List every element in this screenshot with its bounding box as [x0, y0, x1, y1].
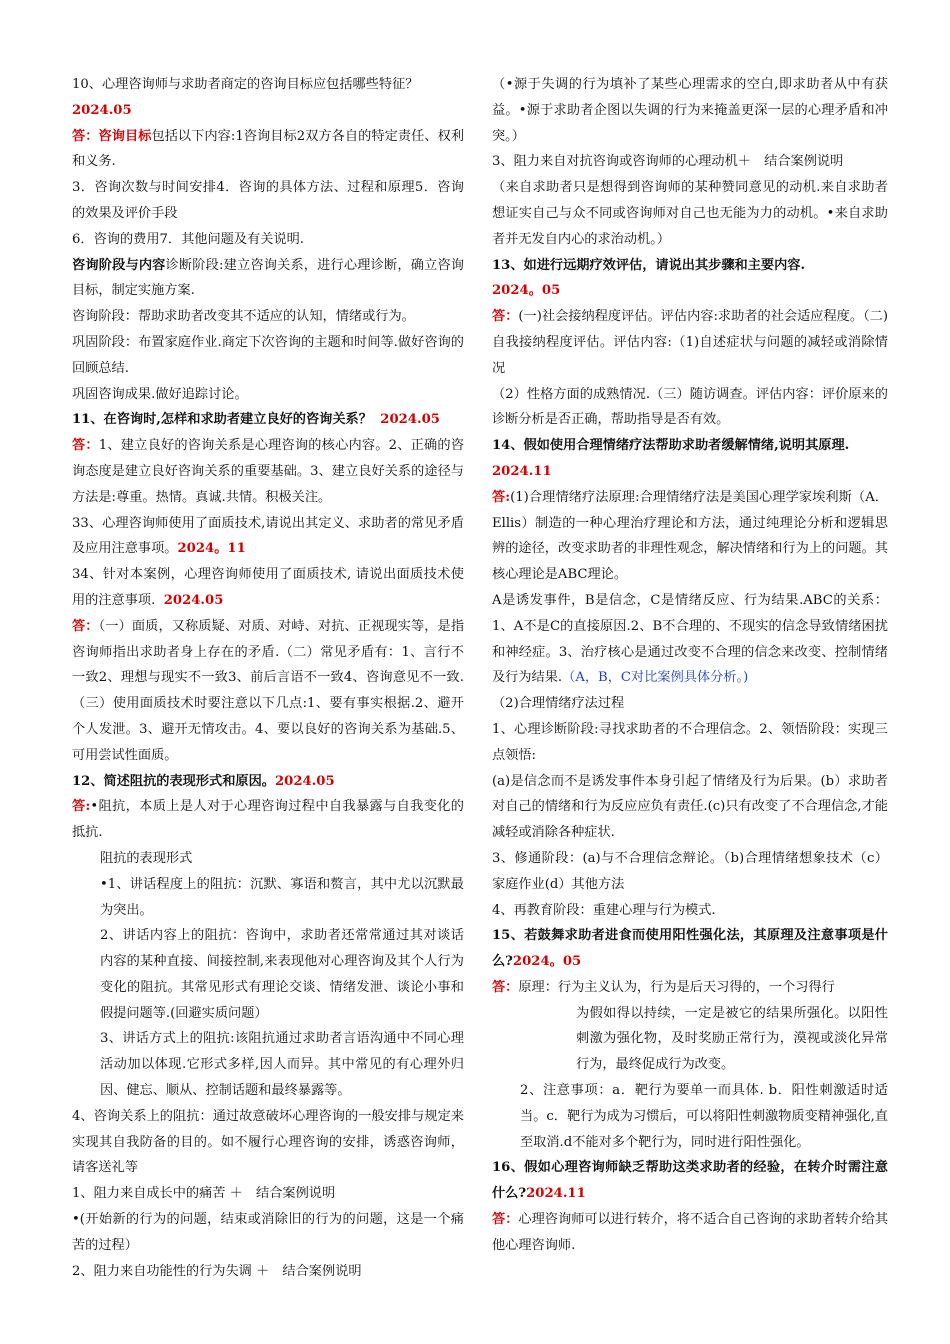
resistance-cause-3: 3、阻力来自对抗咨询或咨询师的心理动机＋ 结合案例说明 — [492, 154, 844, 170]
answer-16: 答：心理咨询师可以进行转介，将不适合自己咨询的求助者转介给其他心理咨询师. — [492, 1212, 889, 1253]
right-column — [492, 72, 888, 1259]
resistance-cause-3-note: （来自求助者只是想得到咨询师的某种赞同意见的动机.来自求助者想证实自己与众不同或咨询师对自己也无能为力的动机。•来自求助者并无发自内心的求治动机。） — [492, 180, 888, 247]
answer-14: 答:(1)合理情绪疗法原理:合理情绪疗法是美国心理学家埃利斯（A．Ellis）制造的一种心理治疗理论和方法，通过纯理论分析和逻辑思辨的途径，改变求助者的非理性观念，解决情绪和行为上的问题。其核心理论是ABC理论。 — [492, 489, 888, 583]
resistance-item-2: 2、讲话内容上的阻抗：咨询中，求助者还常常通过其对谈话内容的某种直接、间接控制,来表现他对心理咨询及其个人行为变化的阻抗。其常见形式有理论交谈、情绪发泄、谈论小事和假提问题等.(回避实质问题） — [100, 928, 464, 1021]
resistance-item-1: •1、讲话程度上的阻抗：沉默、寡语和赘言，其中尤以沉默最为突出。 — [100, 876, 464, 918]
answer-15: 答：原理：行为主义认为，行为是后天习得的，一个习得行 — [492, 979, 835, 995]
answer-34: 答：（一）面质，又称质疑、对质、对峙、对抗、正视现实等，是指咨询师指出求助者身上存在的矛盾.（二）常见矛盾有：1、言行不一致2、理想与现实不一致3、前后言语不一致4、咨询意见不一致.（三）使用面质技术时要注意以下几点:1、要有事实根据.2、避开个人发泄。3、避开无情攻击。4、要以良好的咨询关系为基础.5、可用尝试性面质。 — [72, 618, 465, 763]
answer-11: 答：1、建立良好的咨询关系是心理咨询的核心内容。2、正确的咨询态度是建立良好咨询关系的重要基础。3、建立良好关系的途径与方法是:尊重。热情。真诚.共情。积极关注。 — [72, 438, 465, 505]
question-13-date: 2024。05 — [492, 283, 561, 299]
resistance-cause-2: 2、阻力来自功能性的行为失调 ＋ 结合案例说明 — [72, 1263, 362, 1279]
question-16: 16、假如心理咨询师缺乏帮助这类求助者的经验，在转介时需注意什么?2024.11 — [492, 1160, 888, 1202]
resistance-cause-1-note: •(开始新的行为的问题，结束或消除旧的行为的问题，这是一个痛苦的过程） — [72, 1212, 464, 1253]
answer-10: 答：咨询目标包括以下内容:1咨询目标2双方各自的特定责任、权利和义务. — [72, 128, 465, 170]
answer-14-process-title: （2)合理情绪疗法过程 — [492, 696, 625, 712]
question-13: 13、如进行远期疗效评估，请说出其步骤和主要内容. — [492, 257, 806, 273]
answer-14-process-1: 1、心理诊断阶段:寻找求助者的不合理信念。2、领悟阶段：实现三点领悟: — [492, 721, 888, 763]
answer-14-process-4: 4、再教育阶段：重建心理与行为模式. — [492, 902, 716, 918]
consult-stage-3: 巩固阶段：布置家庭作业.商定下次咨询的主题和时间等.做好咨询的回顾总结. — [72, 334, 464, 376]
question-10-date: 2024.05 — [72, 102, 132, 118]
consult-stage-2: 咨询阶段：帮助求助者改变其不适应的认知，情绪或行为。 — [72, 309, 415, 325]
resistance-item-4: 4、咨询关系上的阻抗：通过故意破坏心理咨询的一般安排与规定来实现其自我防备的目的。如不履行心理咨询的安排，诱惑咨询师，请客送礼等 — [72, 1108, 464, 1176]
answer-12: 答:•阻抗，本质上是人对于心理咨询过程中自我暴露与自我变化的抵抗. — [72, 799, 464, 841]
consult-stage-4: 巩固咨询成果.做好追踪讨论。 — [72, 386, 248, 402]
answer-14-abc: A是诱发事件，B是信念，C是情绪反应、行为结果.ABC的关系：1、A不是C的直接原因.2、B不合理的、不现实的信念导致情绪困扰和神经症。3、治疗核心是通过改变不合理的信念来改变、控制情绪及行为结果.（A，B，C对比案例具体分析。) — [492, 592, 888, 686]
question-14: 14、假如使用合理情绪疗法帮助求助者缓解情绪,说明其原理. — [492, 438, 850, 454]
answer-13-part2: （2）性格方面的成熟情况.（三）随访调查。评估内容：评价原来的诊断分析是否正确，帮助指导是否有效。 — [492, 386, 888, 428]
question-12: 12、简述阻抗的表现形式和原因。2024.05 — [72, 773, 335, 789]
resistance-title: 阻抗的表现形式 — [100, 850, 193, 866]
answer-14-process-3: 3、修通阶段：(a)与不合理信念辩论。（b)合理情绪想象技术（c）家庭作业(d）其他方法 — [492, 850, 888, 892]
answer-14-process-2: (a)是信念而不是诱发事件本身引起了情绪及行为后果。(b）求助者对自己的情绪和行为反应应负有责任.(c)只有改变了不合理信念,才能减轻或消除各种症状. — [492, 773, 888, 841]
answer-15-part2: 为假如得以持续，一定是被它的结果所强化。以阳性刺激为强化物，及时奖励正常行为，漠视或淡化异常行为，最终促成行为改变。 — [576, 1005, 888, 1073]
question-33: 33、心理咨询师使用了面质技术,请说出其定义、求助者的常见矛盾及应用注意事项。2024。11 — [72, 515, 464, 557]
question-15: 15、若鼓舞求助者进食而使用阳性强化法，其原理及注意事项是什么?2024。05 — [492, 928, 888, 970]
answer-15-notes: 2、注意事项：a．靶行为要单一而具体. b．阳性刺激适时适当。c．靶行为成为习惯后，可以将阳性刺激物质变精神强化,直至取消.d不能对多个靶行为，同时进行阳性强化。 — [520, 1083, 888, 1150]
question-10: 10、心理咨询师与求助者商定的咨询目标应包括哪些特征？ — [72, 77, 419, 92]
resistance-cause-1: 1、阻力来自成长中的痛苦 ＋ 结合案例说明 — [72, 1186, 336, 1202]
answer-10-part2: 3．咨询次数与时间安排4．咨询的具体方法、过程和原理5．咨询的效果及评价手段 — [72, 180, 464, 221]
question-34: 34、针对本案例，心理咨询师使用了面质技术, 请说出面质技术使用的注意事项. 2024.05 — [72, 567, 464, 608]
answer-10-part3: 6．咨询的费用7．其他问题及有关说明. — [72, 231, 304, 247]
answer-13: 答：(一)社会接纳程度评估。评估内容:求助者的社会适应程度。（二)自我接纳程度评估。评估内容:（1)自述症状与问题的减轻或消除情况 — [492, 309, 889, 376]
consult-stages: 咨询阶段与内容诊断阶段:建立咨询关系，进行心理诊断，确立咨询目标，制定实施方案. — [72, 257, 464, 299]
left-column — [72, 72, 464, 1284]
question-14-date: 2024.11 — [492, 463, 552, 479]
question-11: 11、在咨询时,怎样和求助者建立良好的咨询关系？ 2024.05 — [72, 412, 440, 428]
resistance-item-3: 3、讲话方式上的阻抗:该阻抗通过求助者言语沟通中不同心理活动加以体现.它形式多样,因人而异。其中常见的有心理外归因、健忘、顺从、控制话题和最终暴露等。 — [100, 1031, 464, 1099]
resistance-cause-2-note: （•源于失调的行为填补了某些心理需求的空白,即求助者从中有获益。•源于求助者企图以失调的行为来掩盖更深一层的心理矛盾和冲突。） — [492, 77, 888, 144]
